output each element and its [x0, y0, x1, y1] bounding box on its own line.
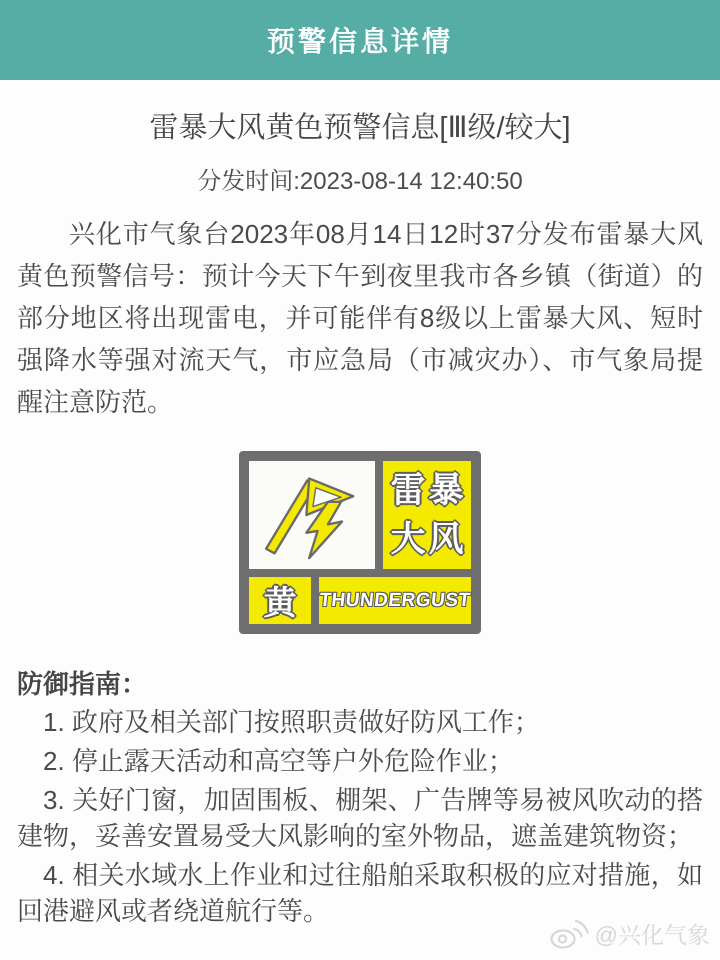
thundergust-warning-sign: [239, 451, 481, 634]
gale-flag-lightning-icon: [249, 461, 375, 569]
sign-level-label: 黄: [249, 577, 311, 624]
sign-top-row: [249, 461, 471, 569]
sign-chinese-label: [383, 461, 471, 569]
issue-time: 分发时间:2023-08-14 12:40:50: [197, 168, 523, 195]
watermark: [549, 916, 710, 950]
sign-char: 大: [390, 520, 426, 559]
sign-english-label: THUNDERGUST: [318, 589, 472, 611]
top-bar: [0, 0, 720, 80]
guidelines-heading: 防御指南：: [17, 669, 148, 699]
sign-bottom-row: [249, 577, 471, 624]
alert-body-text: 兴化市气象台2023年08月14日12时37分发布雷暴大风黄色预警信号：预计今天下午到夜里我市各乡镇（街道）的部分地区将出现雷电，并可能伴有8级以上雷暴大风、短时强降水等强对流天气，市应急局（市减灾办）、市气象局提醒注意防范。: [17, 219, 703, 417]
guideline-item-2: 2. 停止露天活动和高空等户外危险作业；: [43, 746, 514, 776]
weibo-icon: [549, 916, 589, 950]
guideline-item-4: 4. 相关水域水上作业和过往船舶采取积极的应对措施，如回港避风或者绕道航行等。: [17, 860, 703, 926]
content-area: [0, 105, 720, 929]
guideline-item-1: 1. 政府及相关部门按照职责做好防风工作；: [43, 707, 540, 737]
sign-char: 暴: [428, 471, 464, 510]
guideline-item-3: 3. 关好门窗，加固围板、棚架、广告牌等易被风吹动的搭建物，妥善安置易受大风影响的室外物品，遮盖建筑物资；: [17, 785, 703, 851]
alert-title: 雷暴大风黄色预警信息[Ⅲ级/较大]: [149, 112, 571, 144]
sign-english-cell: [319, 577, 471, 624]
sign-char: 风: [428, 520, 464, 559]
watermark-text: @兴化气象: [594, 921, 710, 948]
page-title: 预警信息详情: [266, 26, 453, 57]
sign-char: 雷: [390, 471, 426, 510]
